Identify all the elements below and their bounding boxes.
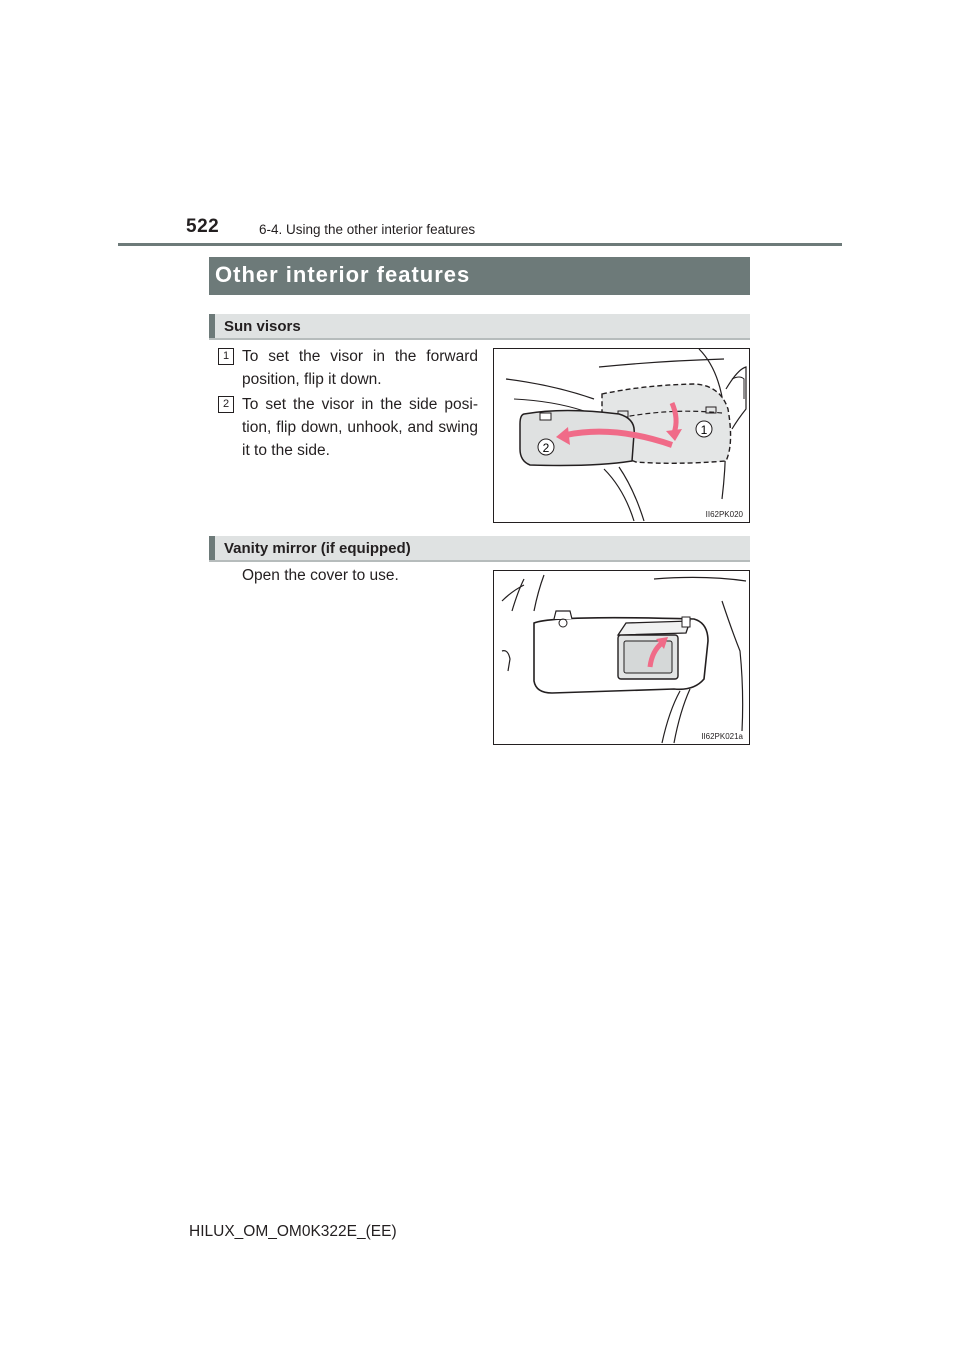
sun-visor-figure — [493, 348, 750, 523]
footer-document-id: HILUX_OM_OM0K322E_(EE) — [189, 1223, 397, 1240]
callout-1: 1 — [700, 423, 708, 437]
step-1 — [218, 345, 478, 391]
step-text: To set the visor in the side posi- tion, flip down, unhook, and swing it to the side. — [242, 396, 478, 459]
heading-accent — [209, 536, 215, 560]
page-number: 522 — [186, 216, 220, 237]
step-text: To set the visor in the forward position, flip it down. — [242, 348, 478, 388]
callout-2: 2 — [542, 441, 550, 455]
section-reference: 6-4. Using the other interior features — [259, 222, 476, 237]
page-title: Other interior features — [215, 262, 471, 287]
header-rule — [118, 243, 842, 246]
step-number-badge: 2 — [218, 396, 234, 413]
step-number-badge: 1 — [218, 348, 234, 365]
vanity-mirror-heading-label: Vanity mirror (if equipped) — [224, 540, 411, 557]
vanity-mirror-heading — [209, 536, 750, 562]
figure-code: II62PK021a — [701, 732, 743, 741]
figure-code: II62PK020 — [705, 510, 743, 519]
title-bar — [209, 257, 750, 295]
heading-accent — [209, 314, 215, 338]
sun-visor-illustration — [494, 349, 749, 522]
step-2 — [218, 393, 478, 462]
vanity-mirror-figure — [493, 570, 750, 745]
vanity-mirror-illustration — [494, 571, 749, 744]
sun-visors-heading-label: Sun visors — [224, 318, 301, 335]
vanity-mirror-text: Open the cover to use. — [242, 567, 399, 584]
sun-visors-heading — [209, 314, 750, 340]
